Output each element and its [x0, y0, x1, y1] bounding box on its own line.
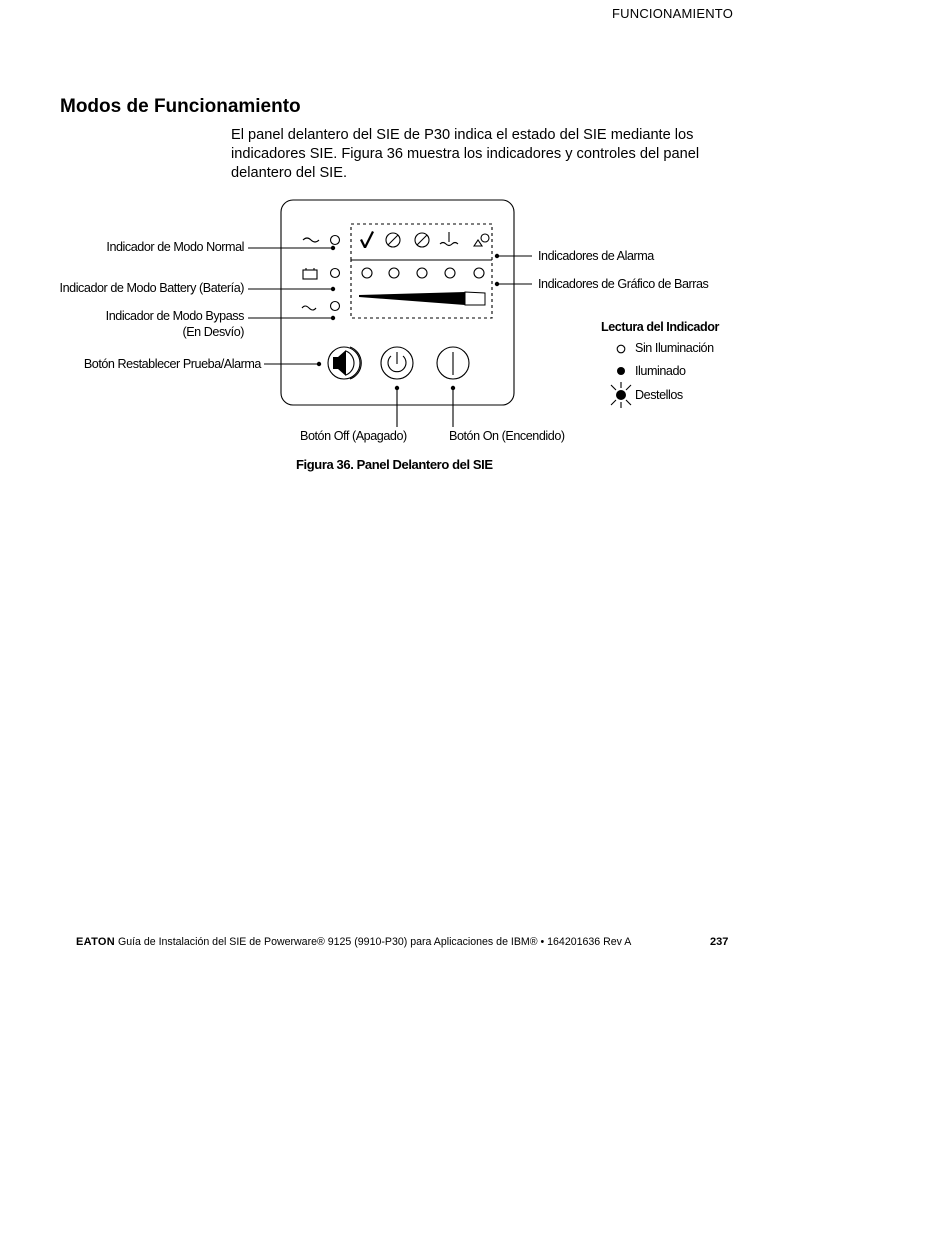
page-number: 237 [710, 936, 729, 948]
legend-item-off: Sin Iluminación [635, 341, 714, 355]
bar-graph-box [351, 260, 492, 318]
speaker-icon [333, 350, 346, 376]
legend-on-icon [617, 367, 625, 375]
label-off-button: Botón Off (Apagado) [300, 429, 407, 443]
footer [76, 936, 631, 948]
battery-icon [303, 268, 317, 279]
alarm-icon [474, 240, 482, 246]
label-test-alarm-reset: Botón Restablecer Prueba/Alarma [83, 357, 261, 371]
label-on-button: Botón On (Encendido) [449, 429, 565, 443]
bar-graph-led [474, 268, 484, 278]
intro-paragraph: El panel delantero del SIE de P30 indica el estado del SIE mediante los indicadores SIE. Figura 36 muestra los indicadores y controles del panel delantero del SIE. [231, 127, 700, 181]
bar-graph-led [389, 268, 399, 278]
label-alarm-indicators: Indicadores de Alarma [538, 249, 654, 263]
label-bar-graph-indicators: Indicadores de Gráfico de Barras [538, 277, 709, 291]
battery-mode-led [331, 269, 340, 278]
checkmark-icon [360, 231, 374, 248]
label-bypass-mode-line2: (En Desvío) [182, 325, 244, 339]
bar-graph-wedge [359, 292, 465, 305]
normal-mode-led [331, 236, 340, 245]
footer-text: Guía de Instalación del SIE de Powerware® 9125 (9910-P30) para Aplicaciones de IBM® • 164201636 Rev A [117, 936, 632, 948]
label-normal-mode: Indicador de Modo Normal [106, 240, 244, 254]
section-title: Modos de Funcionamiento [60, 96, 301, 117]
legend-off-icon [617, 345, 625, 353]
label-battery-mode: Indicador de Modo Battery (Batería) [59, 281, 244, 295]
running-header: FUNCIONAMIENTO [612, 6, 734, 21]
label-bypass-mode-line1: Indicador de Modo Bypass [105, 309, 244, 323]
alarm-icon [481, 234, 489, 242]
alarm-indicator-box [351, 224, 492, 260]
bar-graph-led [417, 268, 427, 278]
legend-title: Lectura del Indicador [601, 320, 719, 334]
bar-graph-led [362, 268, 372, 278]
bypass-mode-led [331, 302, 340, 311]
figure-caption: Figura 36. Panel Delantero del SIE [296, 457, 493, 472]
footer-brand: EATON [76, 936, 115, 948]
legend-item-on: Iluminado [635, 364, 686, 378]
bypass-icon [302, 306, 316, 310]
normal-mode-icon [303, 238, 319, 242]
alarm-icon [440, 243, 458, 246]
bar-graph-led [445, 268, 455, 278]
legend-item-flash: Destellos [635, 388, 683, 402]
